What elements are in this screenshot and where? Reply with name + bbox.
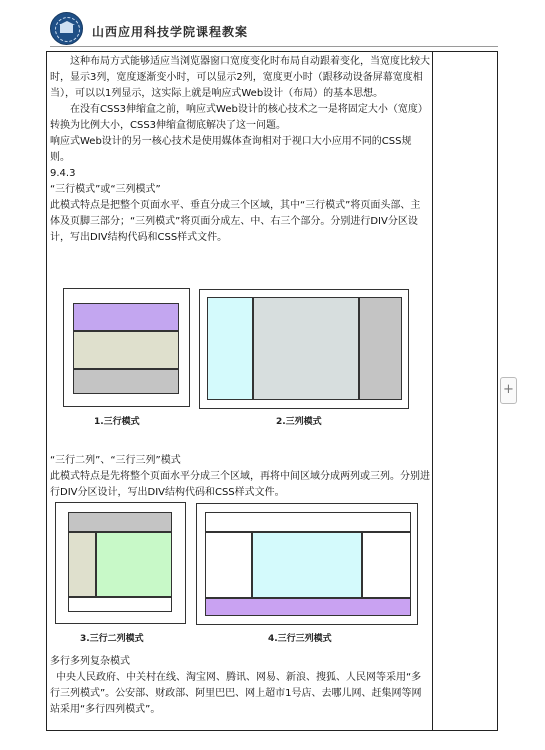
figure-three-row <box>63 288 190 407</box>
3r3c-right <box>362 532 411 598</box>
paragraph-css3-flexbox: 在没有CSS3伸缩盒之前，响应式Web设计的核心技术之一是将固定大小（宽度）转换为比例大小，CSS3伸缩盒彻底解决了这一问题。 <box>50 104 428 131</box>
3r2c-left <box>68 532 96 597</box>
figure-three-column <box>199 289 409 409</box>
lesson-content-middle <box>50 453 430 501</box>
caption-three-row: 1.三行模式 <box>94 417 140 427</box>
three-row-body <box>73 331 179 369</box>
logo-building <box>60 24 73 33</box>
three-col-middle <box>253 297 359 400</box>
lesson-content-bottom <box>50 654 430 718</box>
lesson-content <box>50 54 430 246</box>
paragraph-three-mode: 此模式特点是把整个页面水平、垂直分成三个区域，其中“三行模式”将页面头部、主体及页脚三部分；“三列模式”将页面分成左、中、右三个部分。分别进行DIV分区设计，写出DIV结构代码和CSS样式文件。 <box>50 200 421 243</box>
school-logo-icon <box>50 12 83 45</box>
caption-three-row-two-col: 3.三行二列模式 <box>80 634 144 644</box>
figure-three-row-three-col <box>196 503 418 625</box>
heading-row-column-mix: “三行二列”、“三行三列”模式 <box>50 455 181 466</box>
three-row-footer <box>73 369 179 394</box>
header-rule <box>50 46 498 47</box>
three-row-header <box>73 303 179 331</box>
3r3c-footer <box>205 598 411 616</box>
heading-three-row-column: “三行模式”或“三列模式” <box>50 184 161 195</box>
three-col-left <box>207 297 253 400</box>
page-header <box>50 12 498 46</box>
paragraph-site-examples: 中央人民政府、中关村在线、淘宝网、腾讯、网易、新浪、搜狐、人民网等采用“多行三列模式”。公安部、财政部、阿里巴巴、网上超市1号店、去哪儿网、赶集网等网站采用“多行四列模式”。 <box>50 672 422 715</box>
three-col-right <box>359 297 402 400</box>
3r3c-left <box>205 532 252 598</box>
3r3c-middle <box>252 532 362 598</box>
section-number: 9.4.3 <box>50 168 76 179</box>
figure-three-row-two-col <box>55 502 186 624</box>
table-column-divider <box>432 51 433 731</box>
paragraph-media-query: 响应式Web设计的另一核心技术是使用媒体查询相对于视口大小应用不同的CSS规则。 <box>50 136 412 163</box>
caption-three-column: 2.三列模式 <box>276 417 322 427</box>
paragraph-responsive-layout: 这种布局方式能够适应当浏览器窗口宽度变化时布局自动跟着变化，当宽度比较大时，显示3列，宽度逐渐变小时，可以显示2列，宽度更小时（跟移动设备屏幕宽度相当），可以以1列显示，这实际上就是响应式Web设计（布局）的基本思想。 <box>50 56 430 99</box>
3r2c-right <box>96 532 172 597</box>
3r2c-header <box>68 512 172 532</box>
3r3c-header <box>205 512 411 532</box>
paragraph-row-column-mix: 此模式特点是先将整个页面水平分成三个区域，再将中间区域分成两列或三列。分别进行DIV分区设计，写出DIV结构代码和CSS样式文件。 <box>50 471 430 498</box>
caption-three-row-three-col: 4.三行三列模式 <box>268 634 332 644</box>
heading-multi-row-column: 多行多列复杂模式 <box>50 656 130 667</box>
expand-plus-icon[interactable]: + <box>500 377 517 404</box>
header-title: 山西应用科技学院课程教案 <box>92 25 249 39</box>
3r2c-footer <box>68 597 172 612</box>
